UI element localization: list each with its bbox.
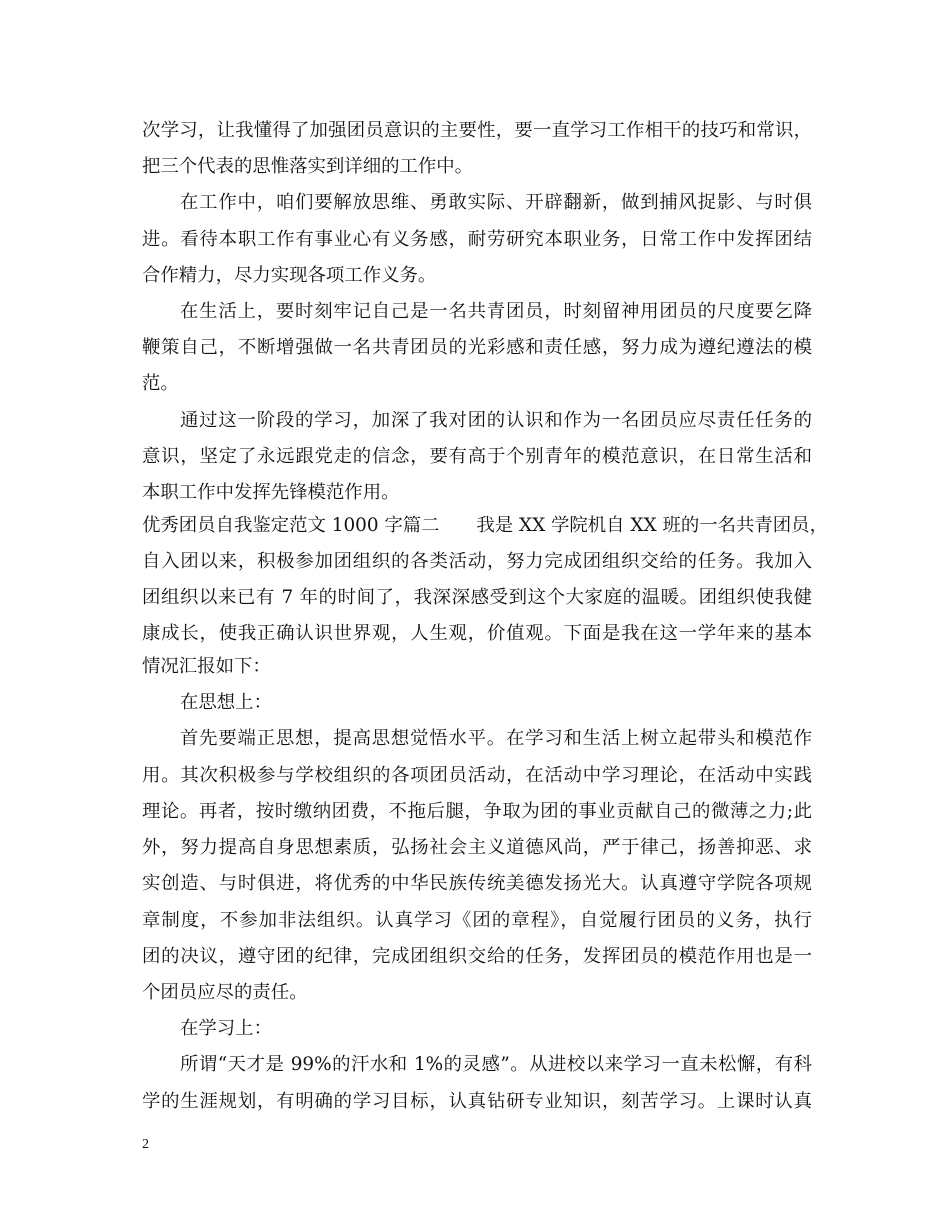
paragraph-start-line: 通过这一阶段的学习，加深了我对团的认识和作为一名团员应尽责任任务的 (180, 410, 812, 431)
text-line: 用。其次积极参与学校组织的各项团员活动，在活动中学习理论，在活动中实践 (142, 765, 812, 786)
text-line: 章制度，不参加非法组织。认真学习《团的章程》，自觉履行团员的义务，执行 (142, 910, 812, 931)
paragraph-start-line: 在生活上，要时刻牢记自己是一名共青团员，时刻留神用团员的尺度要乞降 (180, 301, 812, 322)
text-line: 次学习，让我懂得了加强团员意识的主要性，要一直学习工作相干的技巧和常识， (142, 120, 812, 141)
text-line: 个团员应尽的责任。 (142, 982, 308, 1003)
paragraph-start-line: 在工作中，咱们要解放思维、勇敢实际、开辟翻新，做到捕风捉影、与时俱 (180, 192, 812, 213)
text-line: 范。 (142, 373, 179, 394)
text-line: 团的决议，遵守团的纪律，完成团组织交给的任务，发挥团员的模范作用也是一 (142, 946, 812, 967)
text-line: 本职工作中发挥先锋模范作用。 (142, 482, 400, 503)
text-line: 外，努力提高自身思想素质，弘扬社会主义道德风尚，严于律己，扬善抑恶、求 (142, 837, 812, 858)
paragraph-start-line: 所谓“天才是 99%的汗水和 1%的灵感”。从进校以来学习一直未松懈，有科 (180, 1054, 812, 1075)
text-line: 鞭策自己，不断增强做一名共青团员的光彩感和责任感，努力成为遵纪遵法的模 (142, 337, 812, 358)
section-heading-line: 优秀团员自我鉴定范文 1000 字篇二 我是 XX 学院机自 XX 班的一名共青团员， (142, 515, 828, 536)
paragraph-start-line: 首先要端正思想，提高思想觉悟水平。在学习和生活上树立起带头和模范作 (180, 728, 812, 749)
text-line: 实创造、与时俱进，将优秀的中华民族传统美德发扬光大。认真遵守学院各项规 (142, 873, 812, 894)
text-line: 团组织以来已有 7 年的时间了，我深深感受到这个大家庭的温暖。团组织使我健 (142, 587, 812, 608)
text-line: 康成长，使我正确认识世界观，人生观，价值观。下面是我在这一学年来的基本 (142, 623, 812, 644)
text-line: 情况汇报如下： (142, 656, 271, 677)
page-number: 2 (142, 1137, 149, 1152)
text-line: 合作精力，尽力实现各项工作义务。 (142, 265, 437, 286)
text-line: 把三个代表的思惟落实到详细的工作中。 (142, 156, 474, 177)
text-line: 意识，坚定了永远跟党走的信念，要有高于个别青年的模范意识，在日常生活和 (142, 446, 812, 467)
text-line: 学的生涯规划，有明确的学习目标，认真钻研专业知识，刻苦学习。上课时认真 (142, 1091, 812, 1112)
text-line: 理论。再者，按时缴纳团费，不拖后腿，争取为团的事业贡献自己的微薄之力;此 (142, 801, 812, 822)
text-line: 自入团以来，积极参加团组织的各类活动，努力完成团组织交给的任务。我加入 (142, 551, 812, 572)
text-line: 进。看待本职工作有事业心有义务感，耐劳研究本职业务，日常工作中发挥团结 (142, 229, 812, 250)
subheading-line: 在思想上： (180, 692, 272, 713)
subheading-line: 在学习上： (180, 1018, 272, 1039)
